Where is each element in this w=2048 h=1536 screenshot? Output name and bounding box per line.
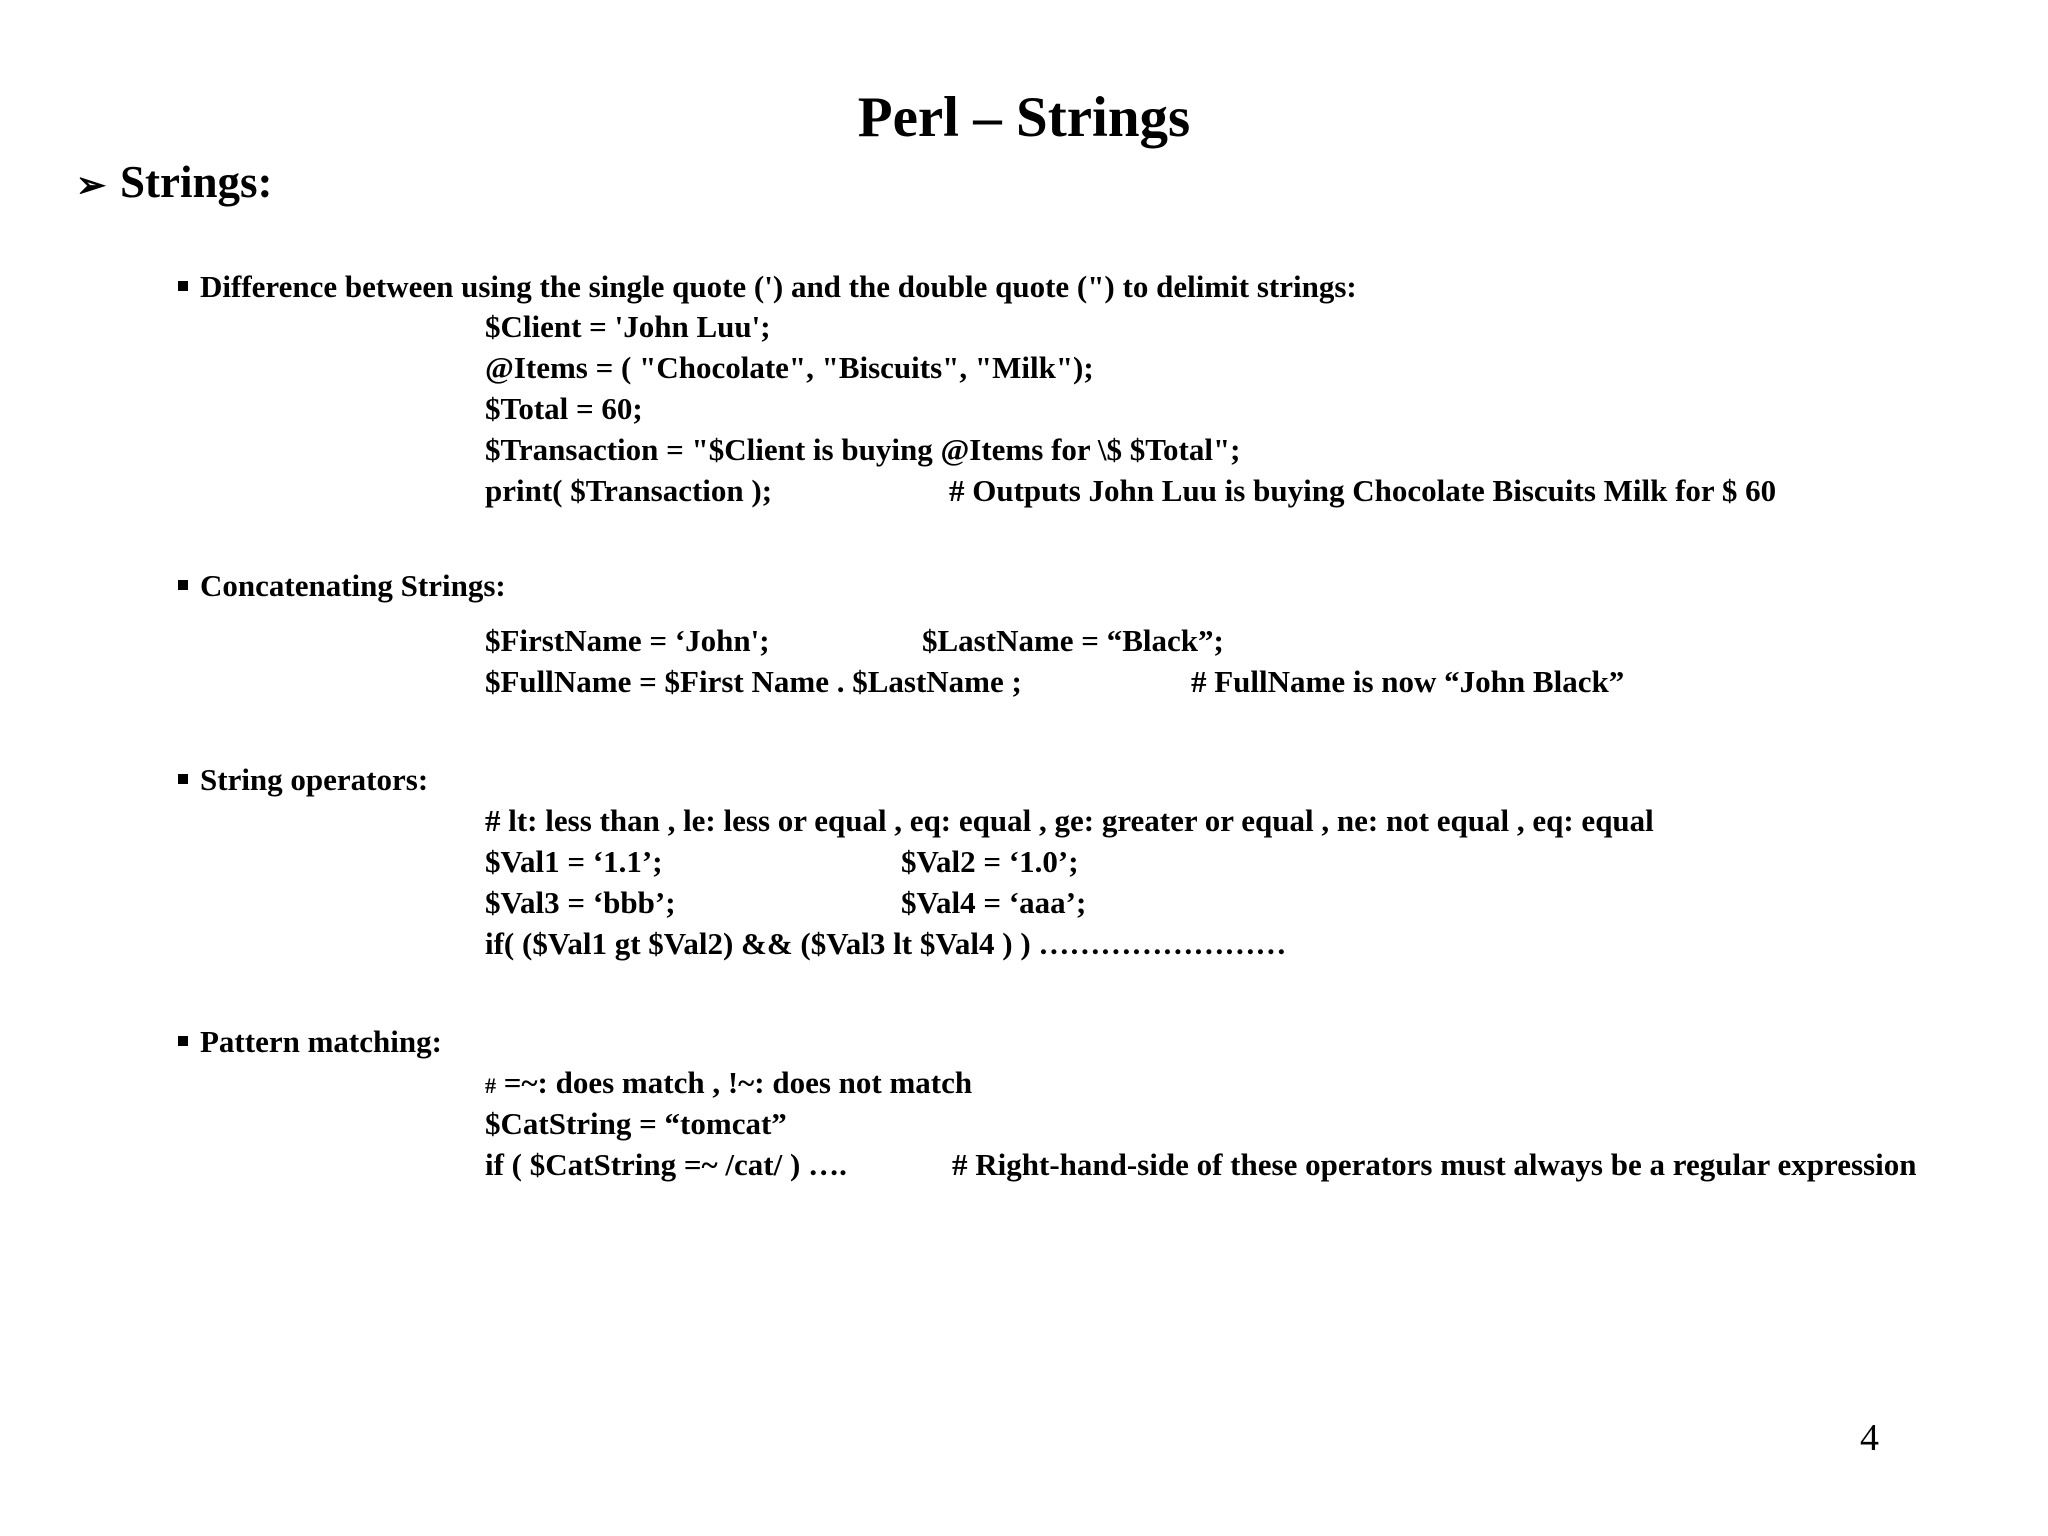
square-bullet-icon [178,281,188,291]
slide-title: Perl – Strings [857,86,1191,149]
code-line [485,841,1885,882]
code-block-quotes [485,306,1885,511]
square-bullet-icon [178,774,188,784]
arrow-bullet-icon: ➢ [76,165,107,205]
bullet-operators [178,760,428,800]
code-hash: # [485,1073,496,1098]
code-line: $Total = 60; [485,391,643,426]
code-block-concat [485,620,1885,702]
code-text: $Val2 = ‘1.0’; [901,844,1079,879]
code-comment: # Right-hand-side of these operators must always be a regular expression [952,1147,1917,1182]
code-text: $FullName = $First Name . $LastName ; [485,664,1022,699]
bullet-pattern [178,1022,442,1062]
code-line [485,882,1885,923]
code-text: print( $Transaction ); [485,473,773,508]
code-line [485,661,1885,702]
section-heading [76,152,273,215]
bullet-quotes [178,267,1357,307]
square-bullet-icon [178,580,188,590]
code-text: $Val4 = ‘aaa’; [901,885,1087,920]
code-block-pattern [485,1062,2025,1185]
code-comment: =~: does match , !~: does not match [503,1065,973,1100]
code-text: $Val3 = ‘bbb’; [485,885,676,920]
code-text: $Val1 = ‘1.1’; [485,844,663,879]
code-line [485,1062,2025,1103]
code-text: if ( $CatString =~ /cat/ ) …. [485,1147,847,1182]
bullet-label: Difference between using the single quote (') and the double quote (") to delimit strings: [200,269,1357,304]
bullet-label: Concatenating Strings: [200,568,506,603]
code-line: $CatString = “tomcat” [485,1106,787,1141]
code-comment: # Outputs John Luu is buying Chocolate Biscuits Milk for $ 60 [949,473,1777,508]
code-line: if( ($Val1 gt $Val2) && ($Val3 lt $Val4 ) ) …………………… [485,926,1287,961]
code-text: $LastName = “Black”; [922,623,1224,658]
heading-text: Strings: [120,157,273,207]
code-comment: # lt: less than , le: less or equal , eq: equal , ge: greater or equal , ne: not equal , eq: equal [485,803,1654,838]
code-text: $FirstName = ‘John'; [485,623,770,658]
page-number: 4 [1860,1417,1879,1459]
code-block-operators [485,800,1885,964]
code-line [485,620,1885,661]
bullet-label: String operators: [200,762,429,797]
bullet-concat [178,566,506,606]
code-line: $Transaction = "$Client is buying @Items for \$ $Total"; [485,432,1241,467]
square-bullet-icon [178,1036,188,1046]
code-line: $Client = 'John Luu'; [485,309,771,344]
code-line [485,470,1885,511]
code-line: @Items = ( "Chocolate", "Biscuits", "Milk"); [485,350,1094,385]
code-comment: # FullName is now “John Black” [1191,664,1625,699]
bullet-label: Pattern matching: [200,1024,442,1059]
code-line [485,1144,2025,1185]
